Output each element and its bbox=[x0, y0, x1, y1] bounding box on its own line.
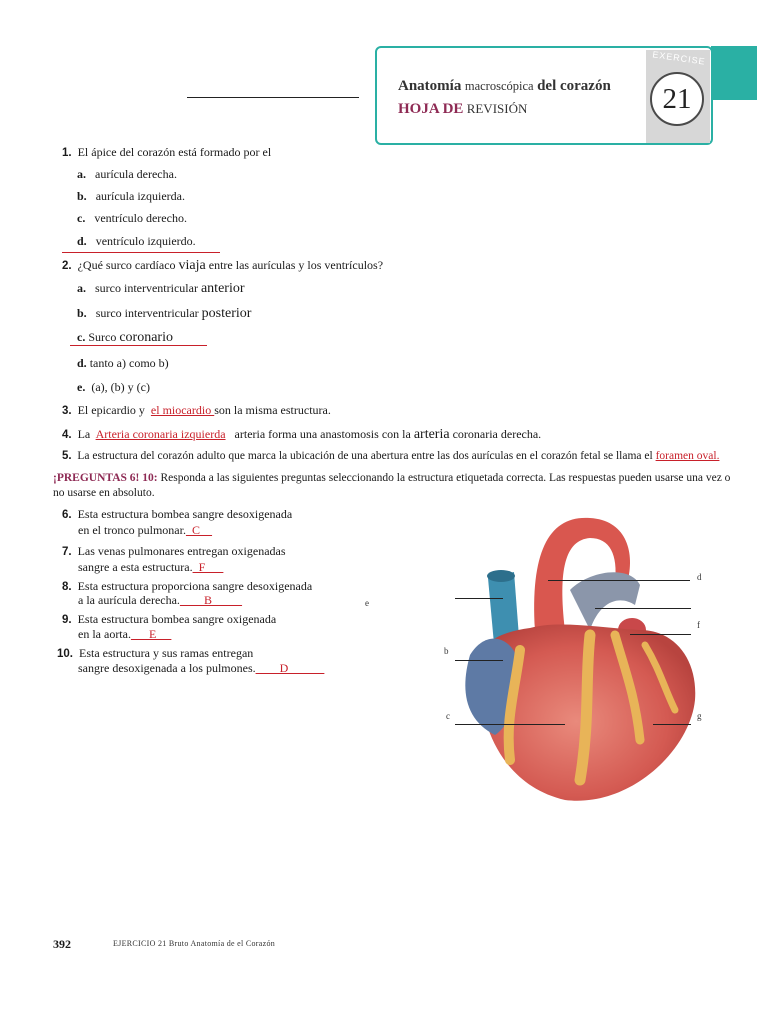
leader-c bbox=[455, 724, 565, 725]
header-teal-block bbox=[711, 46, 757, 100]
q1-option-d: d. ventrículo izquierdo. bbox=[77, 234, 196, 248]
label-c: c bbox=[446, 711, 450, 721]
leader-e bbox=[455, 598, 503, 599]
question-1: 1. El ápice del corazón está formado por el bbox=[62, 145, 272, 159]
question-10: 10. Esta estructura y sus ramas entregan sangre desoxigenada a los pulmones.____D______ bbox=[57, 646, 325, 675]
question-8: 8. Esta estructura proporciona sangre desoxigenada a la aurícula derecha.____B_____ bbox=[62, 579, 313, 607]
q2-option-b: b. surco interventricular posterior bbox=[77, 306, 252, 321]
question-7: 7. Las venas pulmonares entregan oxigenadas sangre a esta estructura._F___ bbox=[62, 544, 286, 574]
exercise-label: EXERCISE bbox=[651, 49, 707, 67]
q9-answer: ___E_ _ bbox=[130, 627, 172, 641]
leader-d2 bbox=[595, 608, 691, 609]
q2-option-c: c. Surco coronario bbox=[77, 330, 173, 345]
question-3: 3. El epicardio y el miocardio son la misma estructura. bbox=[62, 403, 331, 417]
q1-option-b: b. aurícula izquierda. bbox=[77, 189, 185, 203]
label-g: g bbox=[697, 711, 702, 721]
label-f: f bbox=[697, 620, 700, 630]
q1-option-c: c. ventrículo derecho. bbox=[77, 211, 187, 225]
label-e: e bbox=[365, 598, 369, 608]
label-b: b bbox=[444, 646, 449, 656]
exercise-number: 21 bbox=[650, 72, 704, 126]
q8-answer: ____B_____ bbox=[179, 593, 242, 607]
q6-answer: _C__ bbox=[185, 523, 212, 537]
leader-d bbox=[548, 580, 690, 581]
q7-answer: _F___ bbox=[192, 560, 224, 574]
question-9: 9. Esta estructura bombea sangre oxigenada en la aorta.___E_ _ bbox=[62, 612, 277, 641]
question-6: 6. Esta estructura bombea sangre desoxigenada en el tronco pulmonar._C__ bbox=[62, 507, 293, 537]
student-name-line bbox=[187, 97, 359, 98]
q2-option-e: e. (a), (b) y (c) bbox=[77, 380, 150, 394]
q2-option-a: a. surco interventricular anterior bbox=[77, 281, 245, 296]
leader-f bbox=[630, 634, 691, 635]
q10-answer: ____D______ bbox=[255, 661, 325, 675]
q1-answer-underline bbox=[62, 252, 220, 253]
q2-option-d: d. tanto a) como b) bbox=[77, 356, 169, 370]
leader-g bbox=[653, 724, 691, 725]
page-subtitle: HOJA DE REVISIÓN bbox=[398, 101, 528, 117]
q5-answer: foramen oval. bbox=[655, 450, 720, 462]
section-instructions: ¡PREGUNTAS 6! 10: Responda a las siguientes preguntas seleccionando la estructura etiquetada correcta. Las respuestas pueden usarse una vez o no usarse en absoluto. bbox=[53, 472, 731, 499]
q3-answer: el miocardio bbox=[150, 403, 215, 417]
question-2: 2. ¿Qué surco cardíaco viaja entre las aurículas y los ventrículos? bbox=[62, 258, 384, 273]
q1-option-a: a. aurícula derecha. bbox=[77, 167, 177, 181]
question-4: 4. La Arteria coronaria izquierda arteria forma una anastomosis con la arteria coronaria derecha. bbox=[62, 427, 542, 442]
leader-b bbox=[455, 660, 503, 661]
label-d: d bbox=[697, 572, 702, 582]
q4-answer: Arteria coronaria izquierda bbox=[95, 427, 226, 441]
q2-answer-underline bbox=[70, 345, 207, 346]
footer-text: EJERCICIO 21 Bruto Anatomía de el Corazón bbox=[113, 939, 276, 948]
page-number: 392 bbox=[53, 937, 71, 951]
question-5: 5. La estructura del corazón adulto que marca la ubicación de una abertura entre las dos aurículas en el corazón fetal se llama el foramen oval. bbox=[62, 450, 720, 462]
page-title: Anatomía macroscópica del corazón bbox=[398, 78, 611, 94]
